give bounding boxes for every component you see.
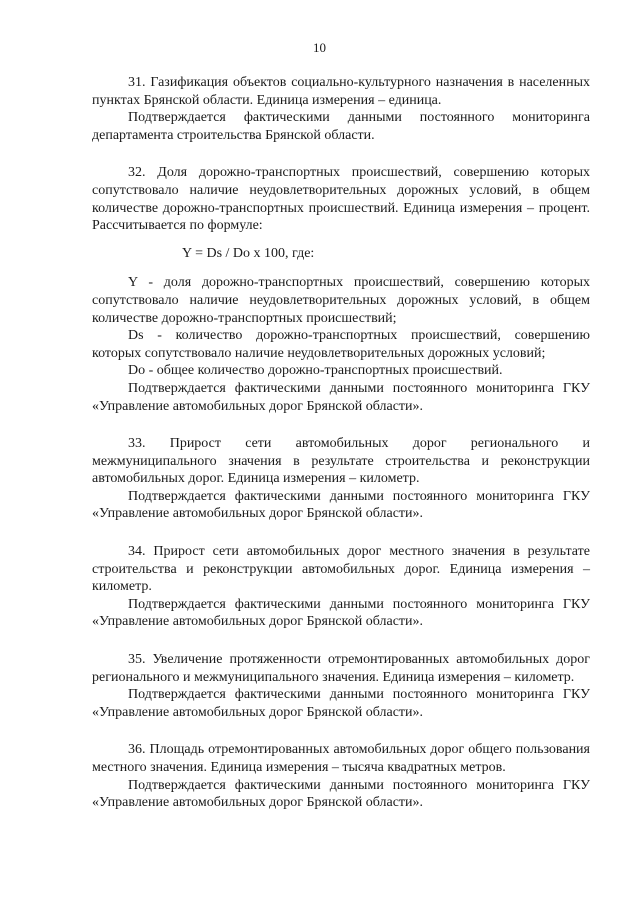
section-32-source: Подтверждается фактическими данными постоянного мониторинга ГКУ «Управление автомобильных дорог Брянской области».	[92, 380, 590, 414]
section-33-source: Подтверждается фактическими данными постоянного мониторинга ГКУ «Управление автомобильных дорог Брянской области».	[92, 488, 590, 522]
definition-ds: Ds - количество дорожно-транспортных происшествий, совершению которых сопутствовало наличие неудовлетворительных дорожных условий;	[92, 328, 590, 361]
section-35-source: Подтверждается фактическими данными постоянного мониторинга ГКУ «Управление автомобильных дорог Брянской области».	[92, 687, 590, 720]
section-34-source: Подтверждается фактическими данными постоянного мониторинга ГКУ «Управление автомобильных дорог Брянской области».	[92, 596, 590, 630]
section-31-source: Подтверждается фактическими данными постоянного мониторинга департамента строительства Брянской области.	[92, 110, 590, 143]
document-body	[92, 74, 590, 812]
section-32-text: 32. Доля дорожно-транспортных происшествий, совершению которых сопутствовало наличие неудовлетворительных дорожных условий, в общем количестве дорожно-транспортных происшествий. Единица измерения – процент. Рассчитывается по формуле:	[92, 165, 590, 234]
section-36-source: Подтверждается фактическими данными постоянного мониторинга ГКУ «Управление автомобильных дорог Брянской области».	[92, 777, 590, 811]
section-33-text: 33. Прирост сети автомобильных дорог регионального и межмуниципального значения в результате строительства и реконструкции автомобильных дорог. Единица измерения – километр.	[92, 436, 590, 487]
definition-do: Do - общее количество дорожно-транспортных происшествий.	[128, 363, 503, 379]
definition-y: Y - доля дорожно-транспортных происшествий, совершению которых сопутствовало наличие неудовлетворительных дорожных условий, в общем количестве дорожно-транспортных происшествий;	[92, 275, 590, 326]
section-34-text: 34. Прирост сети автомобильных дорог местного значения в результате строительства и реконструкции автомобильных дорог. Единица измерения – километр.	[92, 544, 590, 595]
section-36-text: 36. Площадь отремонтированных автомобильных дорог общего пользования местного значения. Единица измерения – тысяча квадратных метров.	[92, 742, 590, 775]
section-35-text: 35. Увеличение протяженности отремонтированных автомобильных дорог регионального и межмуниципального значения. Единица измерения – километр.	[92, 652, 590, 685]
section-31-text: 31. Газификация объектов социально-культурного назначения в населенных пунктах Брянской области. Единица измерения – единица.	[92, 75, 590, 108]
page-number: 10	[313, 40, 326, 55]
formula: Y = Ds / Do x 100, где:	[182, 245, 315, 261]
